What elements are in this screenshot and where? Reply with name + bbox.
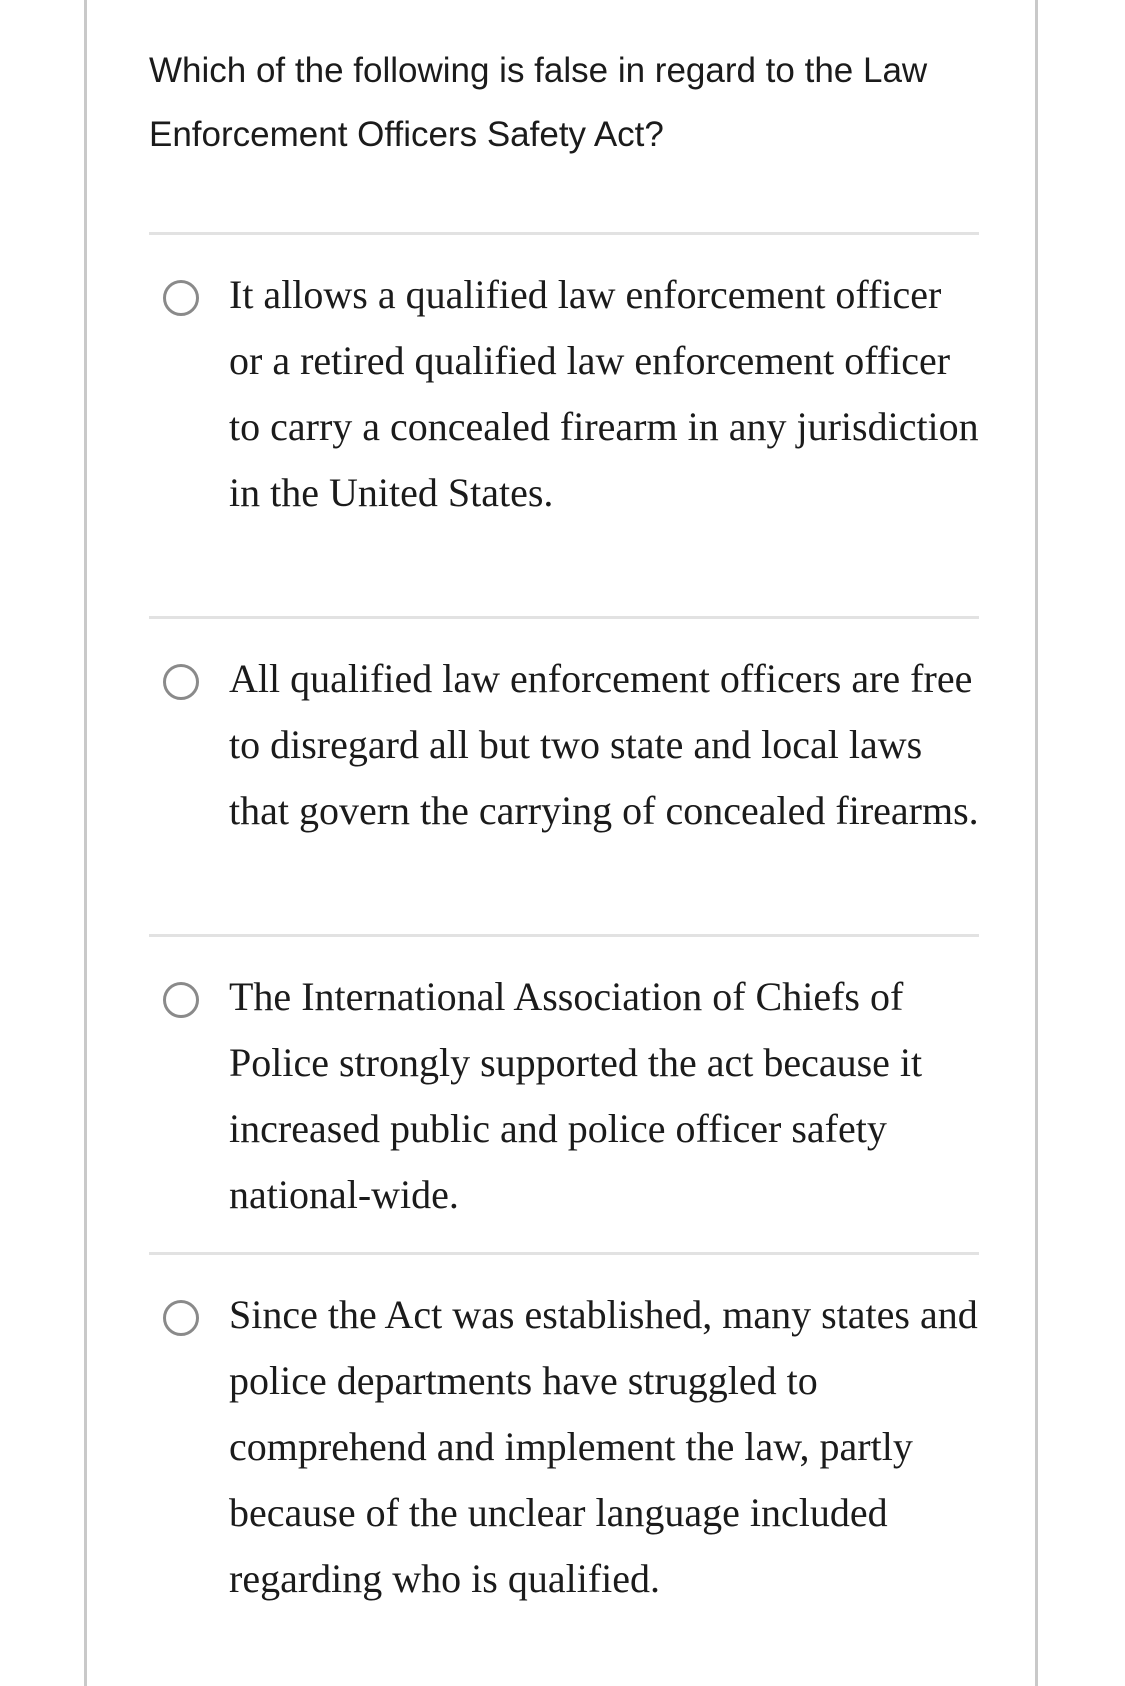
radio-button[interactable]: [163, 280, 199, 316]
question-text: Which of the following is false in regard to the Law Enforcement Officers Safety Act?: [149, 51, 928, 154]
divider: [149, 232, 979, 235]
question-card: [84, 0, 1038, 1686]
answer-option-label: Since the Act was established, many states and police departments have struggled to comprehend and implement the law, partly because of the unclear language included regarding who is qualified.: [229, 1292, 978, 1601]
answer-option-label: All qualified law enforcement officers are free to disregard all but two state and local laws that govern the carrying of concealed firearms.: [229, 656, 979, 833]
divider: [149, 934, 979, 937]
divider: [149, 1252, 979, 1255]
divider: [149, 616, 979, 619]
radio-button[interactable]: [163, 664, 199, 700]
radio-button[interactable]: [163, 1300, 199, 1336]
answer-option-label: It allows a qualified law enforcement officer or a retired qualified law enforcement officer to carry a concealed firearm in any jurisdiction in the United States.: [229, 272, 979, 515]
radio-button[interactable]: [163, 982, 199, 1018]
answer-option-label: The International Association of Chiefs of Police strongly supported the act because it increased public and police officer safety national-wide.: [229, 974, 923, 1217]
